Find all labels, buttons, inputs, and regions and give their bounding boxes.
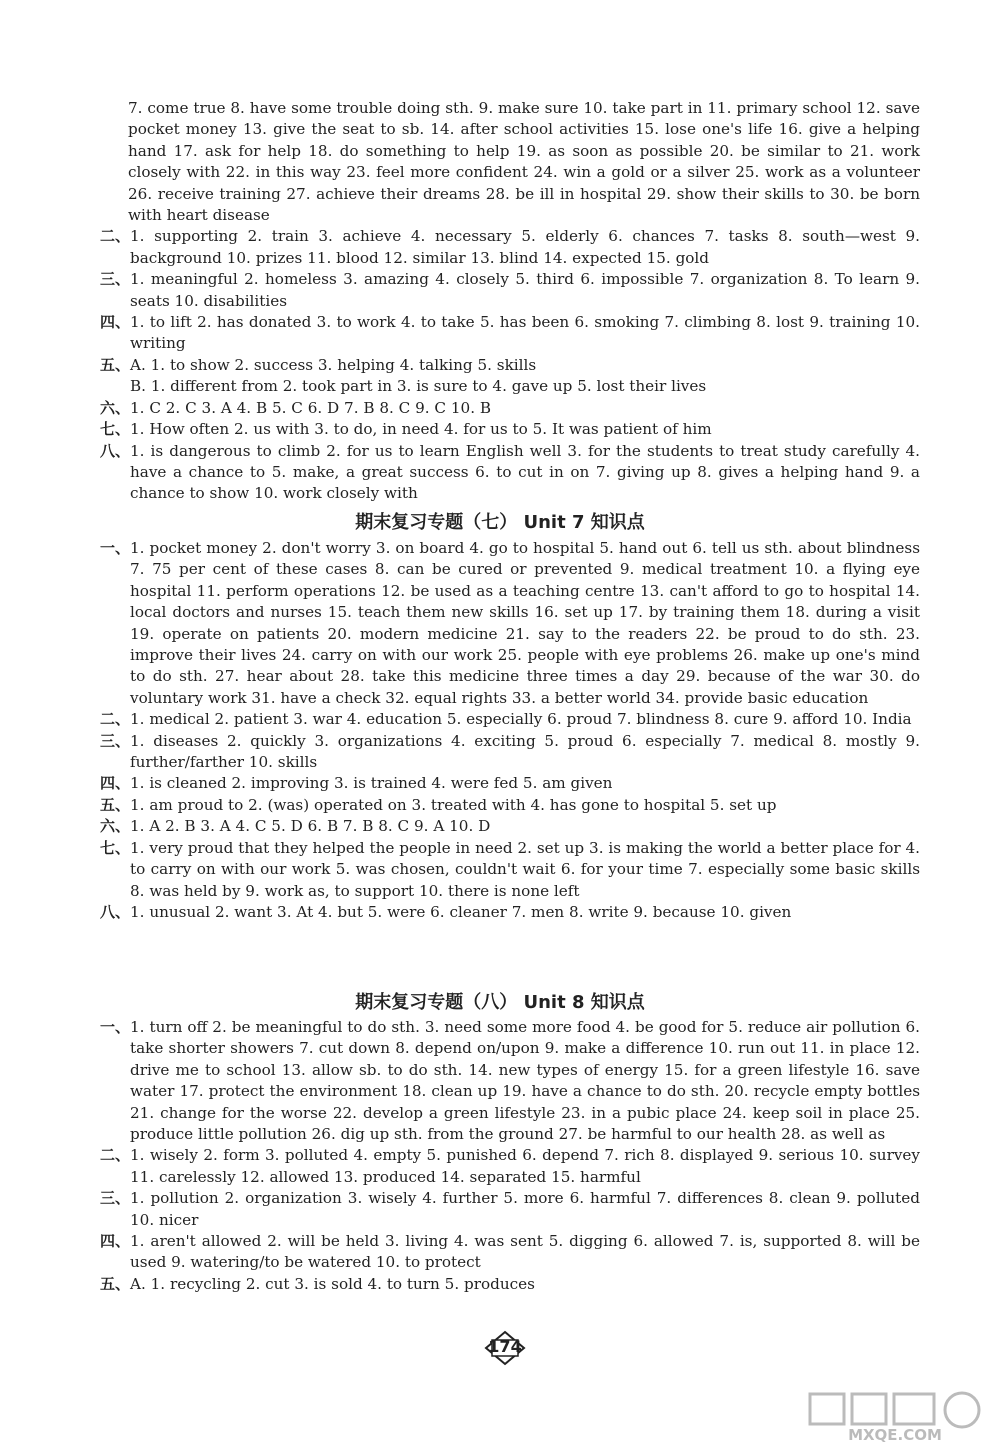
answer-text: 1. How often 2. us with 3. to do, in need 4. for us to 5. It was patient of him [130,420,712,439]
answer-row [100,795,920,816]
question-group-number: 二、 [100,1146,131,1165]
question-group-number: 一、 [100,1018,131,1036]
answer-text: 1. supporting 2. train 3. achieve 4. necessary 5. elderly 6. chances 7. tasks 8. south—west 9. background 10. prizes 11. blood 12. similar 13. blind 14. expected 15. gold [130,227,920,267]
answer-text: 1. medical 2. patient 3. war 4. education 5. especially 6. proud 7. blindness 8. cure 9. afford 10. India [130,710,912,729]
answer-text: 1. turn off 2. be meaningful to do sth. 3. need some more food 4. be good for 5. reduce air pollution 6. take shorter showers 7. cut down 8. depend on/upon 9. make a difference 10. run out 11. in place 12. drive me to school 13. allow sb. to do sth. 14. new types of energy 15. for a green lifestyle 16. save water 17. protect the environment 18. clean up 19. have a chance to do sth. 20. recycle empty bottles 21. change for the worse 22. develop a green lifestyle 23. in a pubic place 24. keep soil in place 25. produce little pollution 26. dig up sth. from the ground 27. be harmful to our health 28. as well as [130,1018,920,1144]
answer-row [100,376,920,397]
answer-row [100,538,920,709]
question-group-number: 八、 [100,441,131,460]
watermark-logo [800,1388,990,1443]
question-group-number: 七、 [100,420,131,439]
question-group-number: 三、 [100,731,131,750]
answer-text: 1. is cleaned 2. improving 3. is trained 4. were fed 5. am given [130,774,613,793]
question-group-number: 三、 [100,1189,131,1208]
answer-text: 1. A 2. B 3. A 4. C 5. D 6. B 7. B 8. C 9. A 10. D [130,817,491,836]
answer-text: A. 1. recycling 2. cut 3. is sold 4. to turn 5. produces [130,1274,535,1293]
answer-row [100,773,920,794]
answer-row [100,816,920,837]
answer-row [100,355,920,376]
answer-text: 1. meaningful 2. homeless 3. amazing 4. closely 5. third 6. impossible 7. organization 8. To learn 9. seats 10. disabilities [130,270,920,310]
answer-text: 1. is dangerous to climb 2. for us to learn English well 3. for the students to treat study carefully 4. have a chance to 5. make, a great success 6. to cut in on 7. giving up 8. gives a helping hand 9. a chance to show 10. work closely with [130,441,920,503]
section-title-unit7: 期末复习专题（七） Unit 7 知识点 [355,512,645,533]
answer-text: 1. to lift 2. has donated 3. to work 4. to take 5. has been 6. smoking 7. climbing 8. lost 9. training 10. writing [130,313,920,353]
watermark-icon [800,1388,990,1443]
answer-text: 1. wisely 2. form 3. polluted 4. empty 5. punished 6. depend 7. rich 8. displayed 9. serious 10. survey 11. carelessly 12. allowed 13. produced 14. separated 15. harmful [130,1146,920,1186]
question-group-number: 四、 [100,1232,131,1251]
answer-row [100,269,920,312]
answer-text: 1. C 2. C 3. A 4. B 5. C 6. D 7. B 8. C 9. C 10. B [130,398,492,417]
answer-text: 1. am proud to 2. (was) operated on 3. treated with 4. has gone to hospital 5. set up [130,795,777,814]
answer-text: 1. diseases 2. quickly 3. organizations 4. exciting 5. proud 6. especially 7. medical 8. mostly 9. further/farther 10. skills [130,731,920,772]
answer-row [100,838,920,902]
answer-text: A. 1. to show 2. success 3. helping 4. talking 5. skills [130,355,537,374]
answer-row [100,1017,920,1145]
intro-answer-text: 7. come true 8. have some trouble doing sth. 9. make sure 10. take part in 11. primary school 12. save pocket money 13. give the seat to sb. 14. after school activities 15. lose one's life 16. give a helping hand 17. ask for help 18. do something to help 19. as soon as possible 20. be similar to 21. work closely with 22. in this way 23. feel more confident 24. win a gold or a silver 25. work as a volunteer 26. receive training 27. achieve their dreams 28. be ill in hospital 29. show their skills to 30. be born with heart disease [128,99,920,225]
answer-row [100,731,920,774]
answer-row [100,1274,920,1295]
answer-row [100,226,920,269]
section-unit6-answers [100,98,920,505]
answer-row [100,902,920,923]
section-unit7-answers [100,538,920,923]
question-group-number: 六、 [100,398,131,417]
question-group-number: 五、 [100,795,131,814]
question-group-number: 三、 [100,270,131,289]
question-group-number: 七、 [100,838,131,857]
answer-row [100,1231,920,1274]
answer-text: 1. very proud that they helped the people in need 2. set up 3. is making the world a better place for 4. to carry on with our work 5. was chosen, couldn't wait 6. for your time 7. especially some basic skills 8. was held by 9. work as, to support 10. there is none left [130,838,920,900]
answer-text: 1. pocket money 2. don't worry 3. on board 4. go to hospital 5. hand out 6. tell us sth. about blindness 7. 75 per cent of these cases 8. can be cured or prevented 9. medical treatment 10. a flying eye hospital 11. perform operations 12. be used as a teaching centre 13. can't afford to go to hospital 14. local doctors and nurses 15. teach them new skills 16. set up 17. by training them 18. during a visit 19. operate on patients 20. modern medicine 21. say to the readers 22. be proud to do sth. 23. improve their lives 24. carry on with our work 25. people with eye problems 26. make up one's mind to do sth. 27. hear about 28. take this medicine three times a day 29. because of the war 30. do voluntary work 31. have a check 32. equal rights 33. a better world 34. provide basic education [130,539,920,707]
question-group-number: 二、 [100,710,131,729]
answer-row [100,98,920,226]
answer-row [100,441,920,505]
question-group-number: 四、 [100,774,131,793]
page-number: 174 [488,1337,522,1356]
answer-text: 1. unusual 2. want 3. At 4. but 5. were 6. cleaner 7. men 8. write 9. because 10. given [130,902,792,921]
answer-row [100,709,920,730]
question-group-number: 五、 [100,355,131,374]
question-group-number: 四、 [100,313,131,332]
question-group-number: 六、 [100,817,131,836]
answer-text: 1. aren't allowed 2. will be held 3. living 4. was sent 5. digging 6. allowed 7. is, supported 8. will be used 9. watering/to be watered 10. to protect [130,1232,920,1272]
section-unit8-answers [100,1017,920,1295]
answer-row [100,419,920,440]
question-group-number: 一、 [100,539,131,557]
question-group-number: 二、 [100,227,131,246]
page-number-badge [480,1330,530,1366]
section-title-unit8: 期末复习专题（八） Unit 8 知识点 [355,992,645,1013]
question-group-number: 八、 [100,902,131,921]
answer-text: B. 1. different from 2. took part in 3. is sure to 4. gave up 5. lost their lives [130,377,707,396]
answer-row [100,398,920,419]
answer-row [100,1188,920,1231]
question-group-number: 五、 [100,1274,131,1293]
answer-text: 1. pollution 2. organization 3. wisely 4. further 5. more 6. harmful 7. differences 8. clean 9. polluted 10. nicer [130,1189,920,1229]
answer-row [100,1145,920,1188]
answer-row [100,312,920,355]
watermark-text: MXQE.COM [848,1426,942,1443]
